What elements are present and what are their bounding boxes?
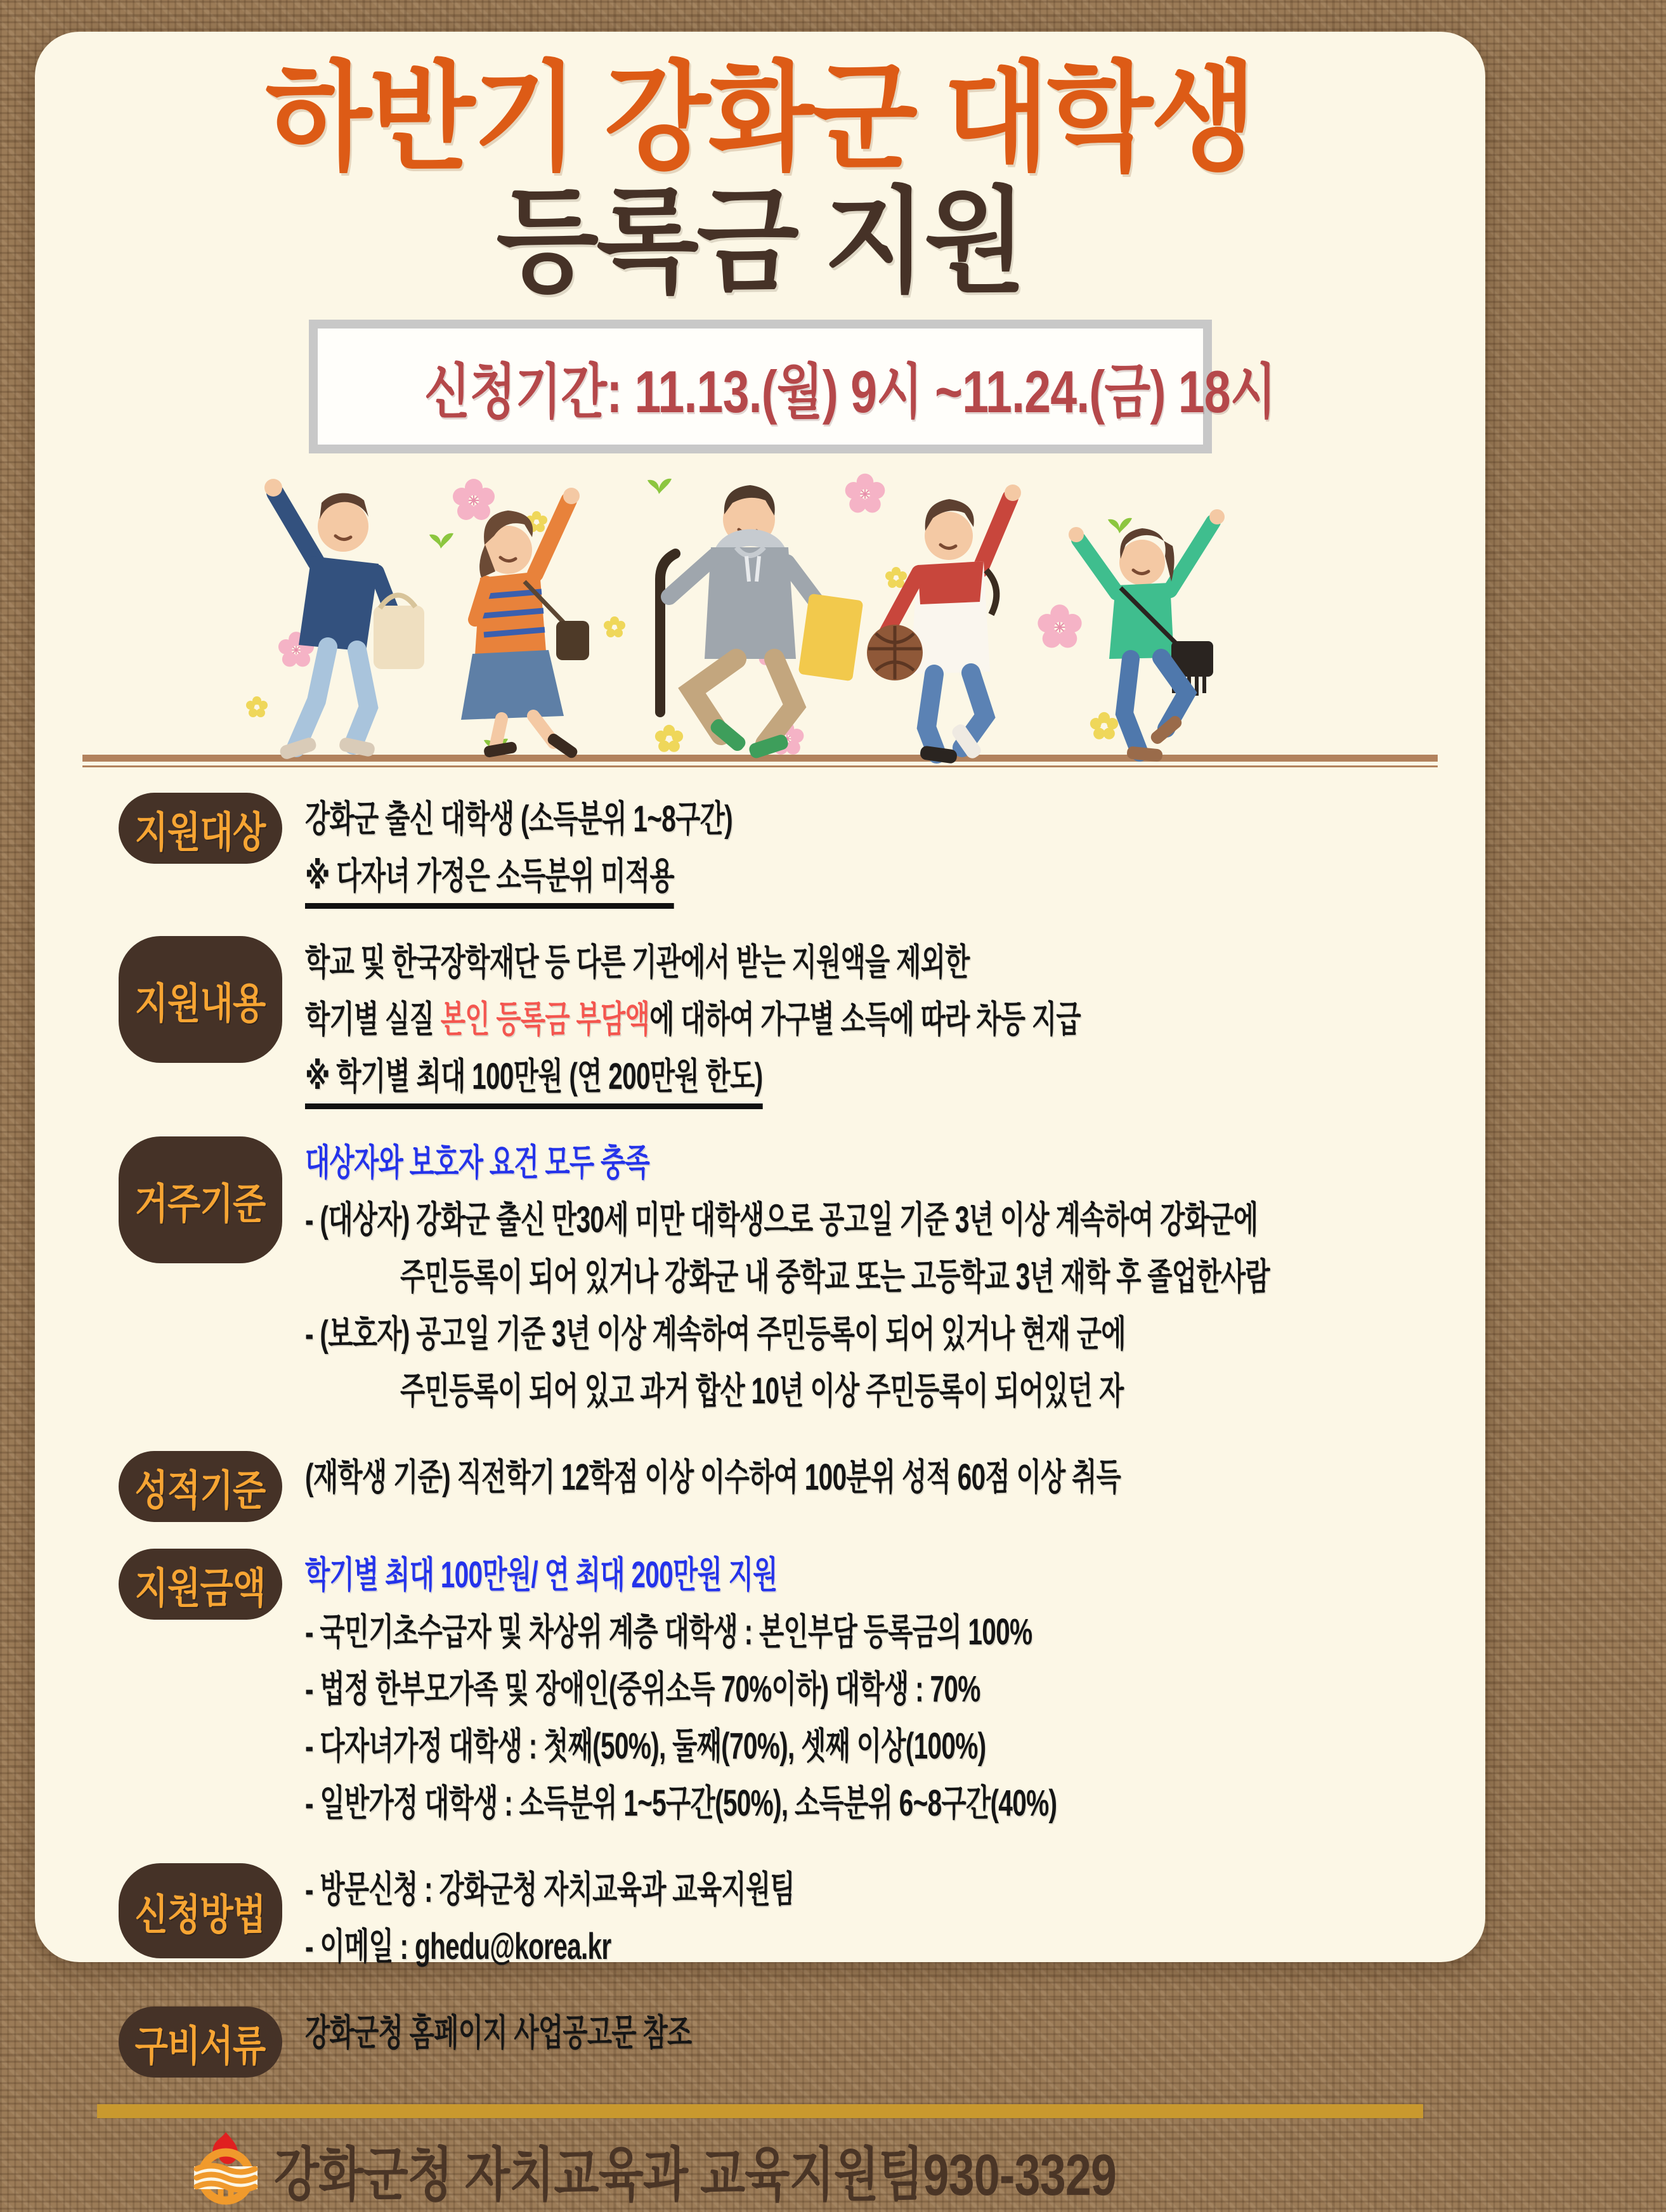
- student-figure-1: [264, 479, 424, 760]
- section-badge-label: 신청방법: [135, 1890, 266, 1938]
- title-line1: 하반기 강화군 대학생: [265, 53, 1255, 184]
- section-row-required-documents: [119, 2007, 1450, 2078]
- section-content-support-amount: [305, 1549, 1450, 1837]
- section-text-line: [305, 1367, 1450, 1424]
- text-segment-plain: - (대상자) 강화군 출신 만30세 미만 대학생으로 공고일 기준 3년 이상 계속하여 강화군에: [305, 1199, 1258, 1240]
- section-row-support-amount: [119, 1549, 1450, 1837]
- section-content-grade-criteria: [305, 1451, 1450, 1511]
- application-period-text: 신청기간: 11.13.(월) 9시 ~11.24.(금) 18시: [424, 358, 1276, 425]
- section-content-residency-criteria: [305, 1136, 1450, 1424]
- section-text-line: [305, 1779, 1450, 1837]
- text-segment-plain: - 국민기초수급자 및 차상위 계층 대학생 : 본인부담 등록금의 100%: [305, 1611, 1032, 1653]
- student-figure-2: [461, 488, 589, 760]
- section-text-line: [305, 852, 1450, 909]
- section-badge-label: 구비서류: [135, 2022, 266, 2069]
- section-badge-grade-criteria: [119, 1451, 282, 1522]
- student-figure-3: [660, 485, 863, 760]
- section-content-support-target: [305, 793, 1450, 909]
- page-title: [35, 53, 1485, 306]
- section-badge-residency-criteria: [119, 1136, 282, 1263]
- text-segment-underline: ※ 다자녀 가정은 소득분위 미적용: [305, 852, 674, 909]
- section-badge-support-content: [119, 936, 282, 1063]
- section-badge-label: 성적기준: [135, 1466, 266, 1514]
- section-row-support-target: [119, 793, 1450, 909]
- text-segment-plain: 학기별 실질: [305, 999, 441, 1040]
- students-illustration: [221, 461, 1299, 750]
- section-badge-support-target: [119, 793, 282, 864]
- text-segment-plain: 주민등록이 되어 있고 과거 합산 10년 이상 주민등록이 되어있던 자: [400, 1370, 1124, 1412]
- text-segment-plain: - 방문신청 : 강화군청 자치교육과 교육지원팀: [305, 1869, 795, 1910]
- section-text-line: [305, 1665, 1450, 1722]
- poster: [35, 32, 1485, 2208]
- section-badge-support-amount: [119, 1549, 282, 1620]
- section-badge-label: 지원대상: [135, 808, 266, 856]
- text-segment-plain: - 다자녀가정 대학생 : 첫째(50%), 둘째(70%), 셋째 이상(100%): [305, 1726, 986, 1767]
- text-segment-plain: - 이메일 : ghedu@korea.kr: [305, 1926, 611, 1967]
- footer-contact-text: 강화군청 자치교육과 교육지원팀930-3329: [274, 2143, 1117, 2208]
- section-content-application-method: [305, 1863, 1450, 1980]
- section-badge-label: 거주기준: [135, 1180, 266, 1227]
- text-segment-plain: - 일반가정 대학생 : 소득분위 1~5구간(50%), 소득분위 6~8구간(40%): [305, 1783, 1057, 1824]
- footer-divider: [97, 2104, 1423, 2118]
- text-segment-plain: - (보호자) 공고일 기준 3년 이상 계속하여 주민등록이 되어 있거나 현재 군에: [305, 1313, 1126, 1355]
- section-text-line: [305, 1196, 1450, 1253]
- section-text-line: [305, 996, 1450, 1053]
- section-row-residency-criteria: [119, 1136, 1450, 1424]
- section-text-line: [305, 939, 1450, 996]
- text-segment-plain: 에 대하여 가구별 소득에 따라 차등 지급: [649, 999, 1081, 1040]
- text-segment-plain: 학교 및 한국장학재단 등 다른 기관에서 받는 지원액을 제외한: [305, 942, 970, 983]
- footer: [35, 2128, 1485, 2212]
- section-text-line: [305, 1722, 1450, 1779]
- section-badge-required-documents: [119, 2007, 282, 2078]
- section-text-line: [305, 2009, 1450, 2066]
- section-text-line: [305, 795, 1450, 852]
- student-figure-4: [867, 485, 1021, 764]
- text-segment-plain: 강화군청 홈페이지 사업공고문 참조: [305, 2012, 692, 2053]
- text-segment-plain: (재학생 기준) 직전학기 12학점 이상 이수하여 100분위 성적 60점 이상 취득: [305, 1457, 1121, 1498]
- text-segment-plain: 주민등록이 되어 있거나 강화군 내 중학교 또는 고등학교 3년 재학 후 졸업한사람: [400, 1256, 1270, 1298]
- text-segment-blue: 학기별 최대 100만원/ 연 최대 200만원 지원: [305, 1554, 778, 1596]
- section-badge-label: 지원내용: [135, 979, 266, 1027]
- section-badge-application-method: [119, 1863, 282, 1958]
- section-text-line: [305, 1310, 1450, 1367]
- text-segment-underline: ※ 학기별 최대 100만원 (연 200만원 한도): [305, 1053, 762, 1109]
- section-row-support-content: [119, 936, 1450, 1110]
- application-period-box: [309, 320, 1276, 453]
- text-segment-blue: 대상자와 보호자 요건 모두 충족: [305, 1142, 650, 1183]
- section-text-line: [305, 1608, 1450, 1665]
- section-badge-label: 지원금액: [135, 1564, 266, 1611]
- section-text-line: [305, 1053, 1450, 1110]
- section-text-line: [305, 1253, 1450, 1310]
- section-text-line: [305, 1551, 1450, 1608]
- text-segment-red: 본인 등록금 부담액: [440, 999, 650, 1040]
- info-sections: [119, 793, 1450, 2078]
- title-line2: 등록금 지원: [496, 178, 1024, 306]
- section-content-required-documents: [305, 2007, 1450, 2066]
- section-row-grade-criteria: [119, 1451, 1450, 1522]
- section-text-line: [305, 1866, 1450, 1923]
- ganghwa-county-flame-logo-icon: [193, 2131, 259, 2210]
- text-segment-plain: 강화군 출신 대학생 (소득분위 1~8구간): [305, 798, 733, 840]
- section-text-line: [305, 1139, 1450, 1196]
- section-text-line: [305, 1454, 1450, 1511]
- section-row-application-method: [119, 1863, 1450, 1980]
- text-segment-plain: - 법정 한부모가족 및 장애인(중위소득 70%이하) 대학생 : 70%: [305, 1669, 980, 1710]
- section-text-line: [305, 1923, 1450, 1980]
- section-content-support-content: [305, 936, 1450, 1110]
